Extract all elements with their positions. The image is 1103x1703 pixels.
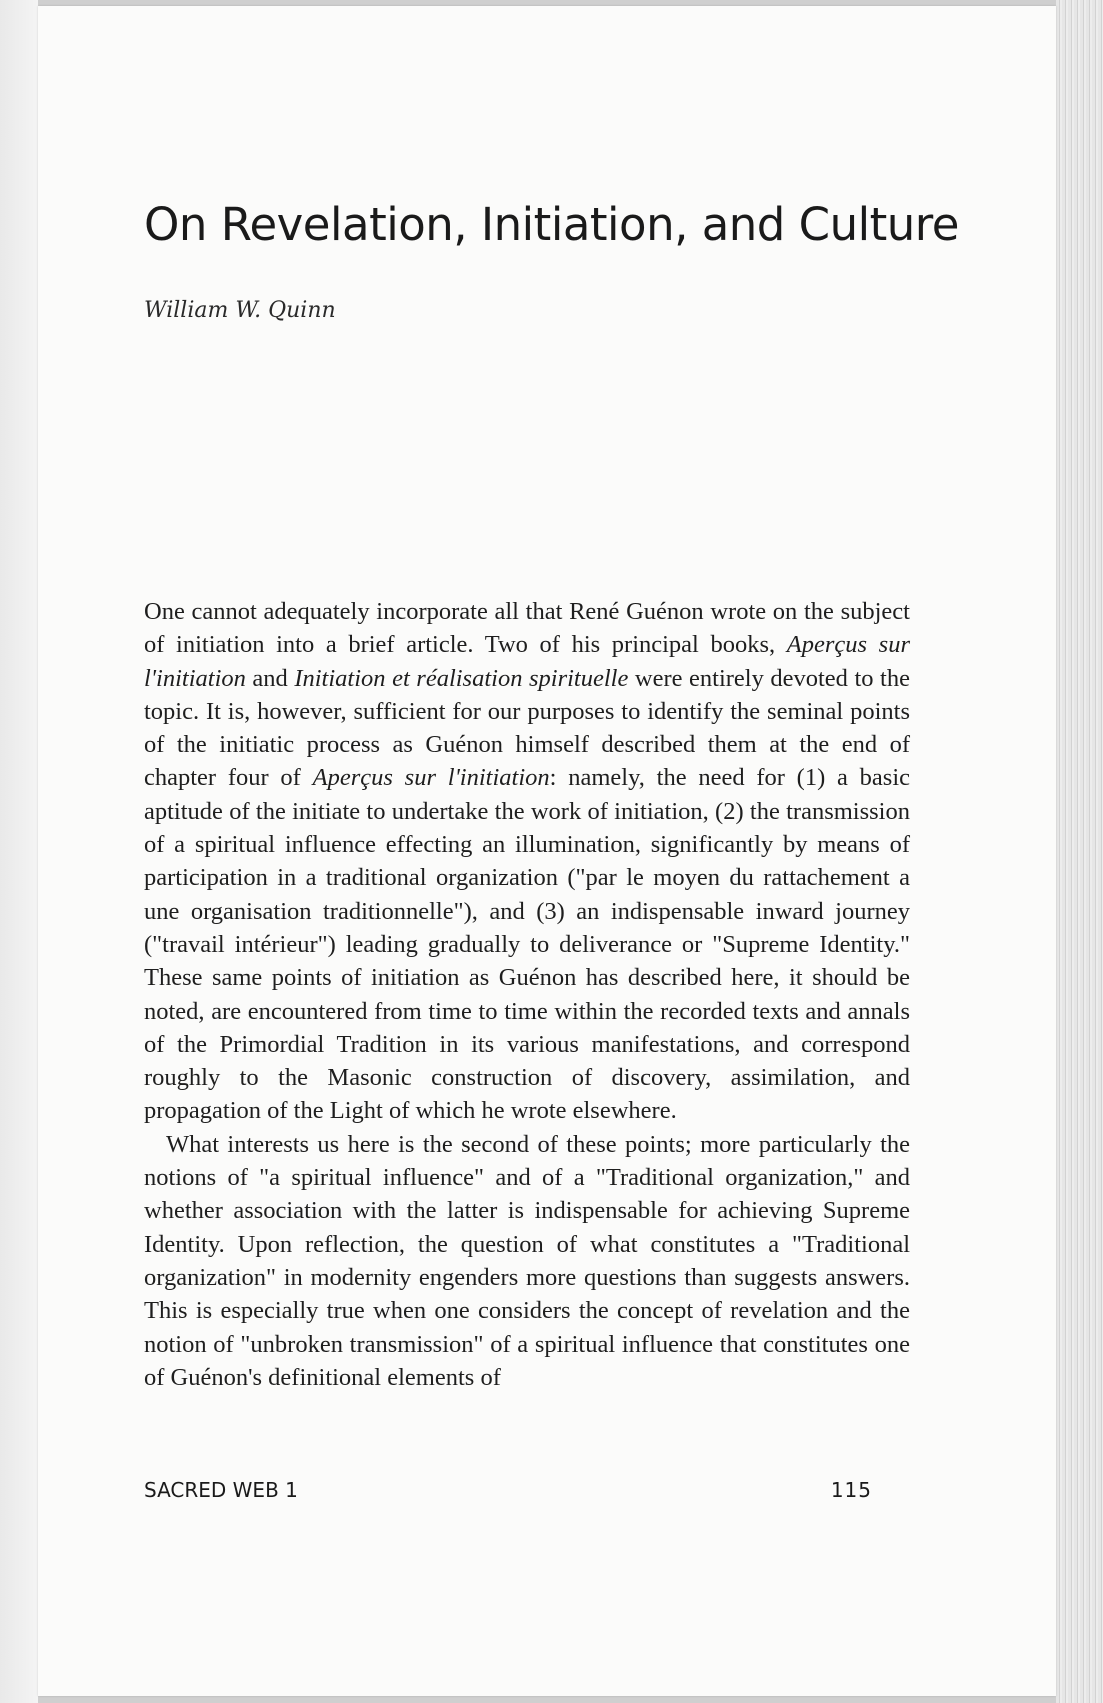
book-page: [38, 6, 1056, 1696]
book-title-initiation: Initiation et réalisation spirituelle: [294, 664, 629, 692]
paragraph-1-text-c: were entirely devoted to the topic. It is, however, sufficient for our purposes to identify the seminal points of the initiatic process as Guénon himself described them at the end of chapter four of: [144, 664, 910, 792]
binding-edge: [0, 0, 38, 1703]
page-number: 115: [830, 1478, 872, 1502]
running-footer-journal: SACRED WEB 1: [144, 1478, 298, 1502]
paragraph-1: [144, 595, 910, 1128]
book-title-apercus: Aperçus sur l'initiation: [144, 631, 910, 692]
paragraph-1-text-a: One cannot adequately incorporate all that René Guénon wrote on the subject of initiation into a brief article. Two of his principal books,: [144, 598, 910, 659]
article-title: On Revelation, Initiation, and Culture: [144, 198, 959, 251]
article-body: [144, 595, 910, 1394]
article-author: William W. Quinn: [144, 298, 336, 323]
paragraph-1-text-d: : namely, the need for (1) a basic aptitude of the initiate to undertake the work of initiation, (2) the transmission of a spiritual influence effecting an illumination, significantly by means of participation in a traditional organization ("par le moyen du rattachement a une organisation traditionnelle"), and (3) an indispensable inward journey ("travail intérieur") leading gradually to deliverance or "Supreme Identity." These same points of initiation as Guénon has described here, it should be noted, are encountered from time to time within the recorded texts and annals of the Primordial Tradition in its various manifestations, and correspond roughly to the Masonic construction of discovery, assimilation, and propagation of the Light of which he wrote elsewhere.: [144, 764, 910, 1125]
paragraph-2: What interests us here is the second of these points; more particularly the notions of "a spiritual influence" and of a "Traditional organization," and whether association with the latter is indispensable for achieving Supreme Identity. Upon reflection, the question of what constitutes a "Traditional organization" in modernity engenders more questions than suggests answers. This is especially true when one considers the concept of revelation and the notion of "unbroken transmission" of a spiritual influence that constitutes one of Guénon's definitional elements of: [144, 1130, 910, 1391]
page-stack-edge: [1056, 0, 1103, 1703]
book-title-apercus-2: Aperçus sur l'initiation: [312, 764, 550, 792]
paragraph-1-text-b: and: [245, 664, 295, 692]
